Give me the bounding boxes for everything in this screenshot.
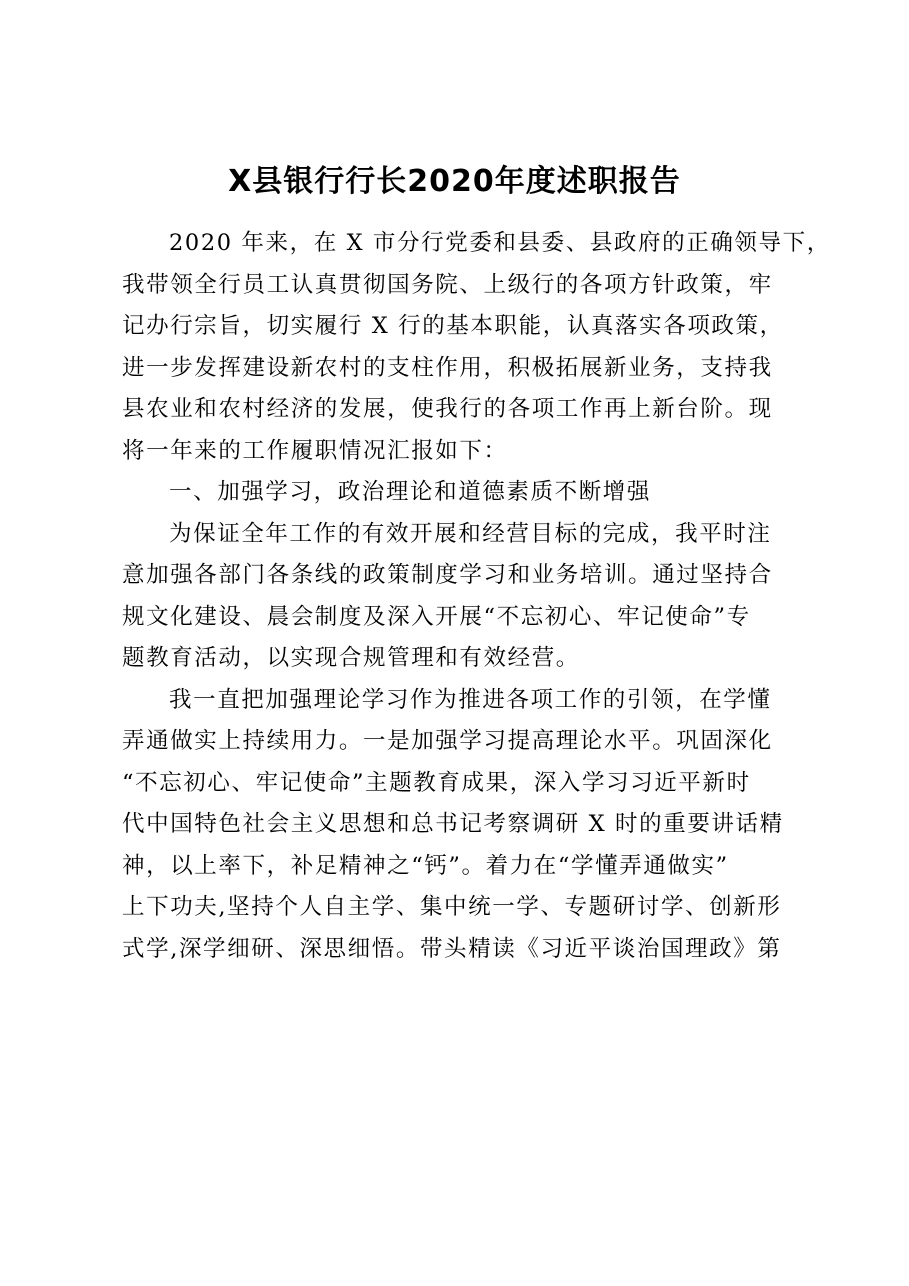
body-line: 2020 年来，在 X 市分行党委和县委、县政府的正确领导下， <box>169 230 831 256</box>
body-line: 题教育活动，以实现合规管理和有效经营。 <box>122 645 580 671</box>
body-line: 将一年来的工作履职情况汇报如下： <box>122 437 508 464</box>
body-line: 弄通做实上持续用力。一是加强学习提高理论水平。巩固深化 <box>122 728 773 754</box>
body-line: 进一步发挥建设新农村的支柱作用，积极拓展新业务，支持我 <box>122 354 773 381</box>
body-line: 式学,深学细研、深思细悟。带头精读《习近平谈治国理政》第 <box>122 935 782 962</box>
body-line: 意加强各部门各条线的政策制度学习和业务培训。通过坚持合 <box>122 562 773 588</box>
body-line: 县农业和农村经济的发展，使我行的各项工作再上新台阶。现 <box>122 396 773 422</box>
body-line: 规文化建设、晨会制度及深入开展“不忘初心、牢记使命”专 <box>122 603 751 630</box>
section-heading: 一、加强学习，政治理论和道德素质不断增强 <box>169 479 652 505</box>
body-line: 神，以上率下，补足精神之“钙”。着力在“学懂弄通做实” <box>122 852 729 879</box>
body-line: 记办行宗旨，切实履行 X 行的基本职能，认真落实各项政策， <box>122 313 784 339</box>
body-line: 上下功夫,坚持个人自主学、集中统一学、专题研讨学、创新形 <box>122 894 782 920</box>
body-line: 我一直把加强理论学习作为推进各项工作的引领，在学懂 <box>169 686 772 713</box>
document-title: X县银行行长2020年度述职报告 <box>228 164 681 199</box>
document-body <box>122 223 831 970</box>
body-line: 为保证全年工作的有效开展和经营目标的完成，我平时注 <box>169 520 772 547</box>
body-line: 我带领全行员工认真贯彻国务院、上级行的各项方针政策，牢 <box>122 271 773 298</box>
body-line: 代中国特色社会主义思想和总书记考察调研 X 时的重要讲话精 <box>122 811 784 837</box>
body-line: “不忘初心、牢记使命”主题教育成果，深入学习习近平新时 <box>122 769 751 796</box>
